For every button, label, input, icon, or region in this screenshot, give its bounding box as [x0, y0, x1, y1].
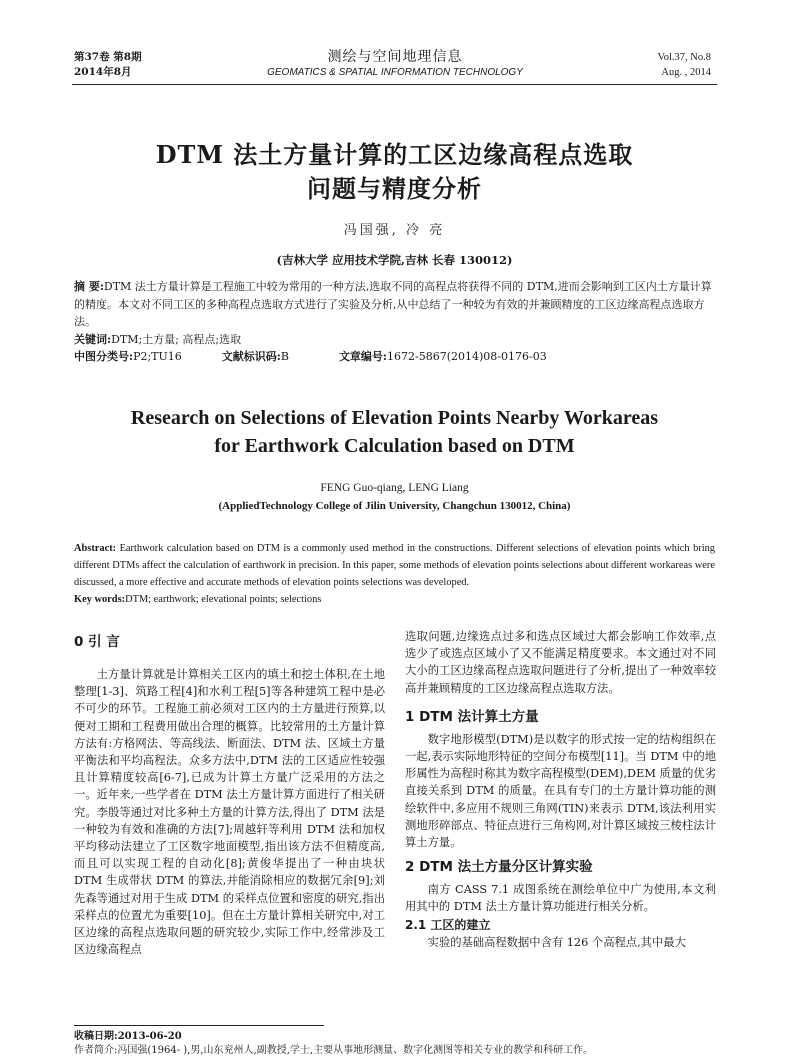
section-1-heading: 1 DTM 法计算土方量 — [405, 708, 539, 725]
doc-code-label: 文献标识码: — [221, 350, 281, 363]
abstract-cn-label: 摘 要: — [74, 280, 104, 293]
authors-en: FENG Guo-qiang, LENG Liang — [320, 482, 469, 494]
keywords-en-text: DTM; earthwork; elevational points; selections — [125, 594, 322, 605]
keywords-en-label: Key words: — [74, 594, 126, 605]
abstract-en-label: Abstract: — [74, 543, 117, 554]
classification-row — [74, 348, 715, 366]
clc-label: 中图分类号: — [74, 350, 134, 363]
section-2-heading: 2 DTM 法土方量分区计算实验 — [405, 859, 593, 876]
section-0-continuation: 选取问题,边缘选点过多和选点区域过大都会影响工作效率,点选少了或选点区域小了又不能满足精度要求。本文通过对不同大小的工区边缘高程点选取问题进行了分析,提出了一种效率较高并兼顾精度的工区边缘高程点选取方法。 — [405, 630, 716, 695]
abstract-cn — [74, 278, 715, 366]
article-title-cn-line1: DTM 法土方量计算的工区边缘高程点选取 — [155, 140, 634, 169]
article-title-en-line2: for Earthwork Calculation based on DTM — [214, 435, 575, 457]
section-0-paragraph: 土方量计算就是计算相关工区内的填土和挖土体积,在土地整理[1-3]、筑路工程[4]和水利工程[5]等各种建筑工程中是必不可少的环节。工程施工前必须对工区内的土方量进行预算,以便对工期和工程费用做出合理的概算。比较常用的土方量计算方法有:方格网法、等高线法、断面法、DTM 法、区域土方量平衡法和平均高程法。众多方法中,DTM 法的工区适应性较强且计算精度较高[6-7],已成为计算土方量广泛采用的方法之一。近年来,一些学者在 DTM 法土方量计算方面进行了相关研究。李殷等通过对比多种土方量的计算方法,得出了 DTM 法是一种较为有效和准确的方法[7];周越轩等利用 DTM 法和加权平均移动法建立了工区数字地面模型,指出该方法不但精度高,而且可以实现工程的自动化[8];黄俊华提出了一种由块状 DTM 生成带状 DTM 的算法,并能消除相应的数据冗余[9];刘先森等通过对用于生成 DTM 的采样点位置和密度的研究,指出采样点的位置尤为重要[10]。但在土方量计算相关研究中,对工区边缘的高程点选取问题的研究较少,实际工作中,经常涉及工区边缘高程点 — [74, 668, 385, 957]
clc-value: P2;TU16 — [133, 350, 182, 363]
keywords-cn — [74, 331, 715, 349]
journal-title-en: GEOMATICS & SPATIAL INFORMATION TECHNOLOGY — [267, 67, 523, 78]
section-2-paragraph: 南方 CASS 7.1 成图系统在测绘单位中广为使用,本文利用其中的 DTM 法土方量计算功能进行相关分析。 — [405, 883, 716, 914]
subsection-2-1-paragraph: 实验的基础高程数据中含有 126 个高程点,其中最大 — [427, 935, 686, 949]
authors-cn: 冯国强, 冷 亮 — [343, 223, 446, 238]
footnote-divider — [74, 1025, 324, 1026]
affiliation-cn: (吉林大学 应用技术学院,吉林 长春 130012) — [276, 253, 513, 267]
body-column-right — [405, 628, 716, 951]
keywords-cn-text: DTM;土方量; 高程点;选取 — [111, 332, 242, 346]
affiliation-en: (AppliedTechnology College of Jilin University, Changchun 130012, China) — [218, 500, 571, 512]
article-title-cn — [74, 138, 715, 206]
abstract-en — [74, 540, 715, 608]
article-number-value: 1672-5867(2014)08-0176-03 — [387, 350, 547, 363]
doc-code-value: B — [280, 350, 289, 363]
keywords-cn-label: 关键词: — [74, 332, 112, 346]
article-number-label: 文章编号: — [338, 350, 387, 363]
issue-date-cn: 2014年8月 — [74, 66, 132, 78]
issue-number-cn: 第37卷 第8期 — [74, 51, 142, 63]
date-en: Aug. , 2014 — [661, 67, 711, 78]
volume-en: Vol.37, No.8 — [657, 52, 711, 63]
article-title-en — [74, 404, 715, 460]
article-title-en-line1: Research on Selections of Elevation Points Nearby Workareas — [130, 407, 659, 429]
subsection-2-1-heading: 2.1 工区的建立 — [405, 917, 491, 932]
journal-title-cn: 测绘与空间地理信息 — [327, 49, 463, 65]
issue-info-cn — [74, 50, 142, 80]
abstract-cn-text: DTM 法土方量计算是工程施工中较为常用的一种方法,选取不同的高程点将获得不同的 DTM,进而会影响到工区内土方量计算的精度。本文对不同工区的多种高程点选取方式进行了实验及分析,从中总结了一种较为有效的并兼顾精度的工区边缘高程点选取方法。 — [74, 280, 712, 328]
abstract-en-text: Earthwork calculation based on DTM is a commonly used method in the constructions. Different selections of elevation points which bring different DTMs affect the calculation of earthwork in precision. In this paper, some methods of elevation points selections about different workareas were discussed, a more effective and accurate methods of elevation points selections was developed. — [74, 543, 715, 588]
section-1-paragraph: 数字地形模型(DTM)是以数字的形式按一定的结构组织在一起,表示实际地形特征的空间分布模型[11]。当 DTM 中的地形属性为高程时称其为数字高程模型(DEM),DEM 质量的优劣直接关系到 DTM 的质量。在具有专门的土方量计算功能的测绘软件中,多应用不规则三角网(TIN)来表示 DTM,该法利用实测地形碎部点、特征点进行三角构网,对计算区域按三棱柱法计算土方量。 — [405, 732, 716, 850]
author-bio: 作者简介:冯国强(1964- ),男,山东兖州人,副教授,学士,主要从事地形测量、数字化测图等相关专业的教学和科研工作。 — [74, 1045, 594, 1056]
abstract-en-body — [74, 540, 715, 591]
keywords-en — [74, 591, 715, 608]
section-0-heading: 0 引 言 — [74, 634, 120, 650]
article-title-cn-line2: 问题与精度分析 — [307, 174, 482, 203]
abstract-cn-body — [74, 278, 715, 331]
journal-title — [210, 48, 580, 80]
header-divider — [72, 84, 717, 85]
issue-info-en — [658, 50, 711, 80]
received-date: 收稿日期:2013-06-20 — [74, 1031, 182, 1042]
body-column-left — [74, 632, 385, 958]
